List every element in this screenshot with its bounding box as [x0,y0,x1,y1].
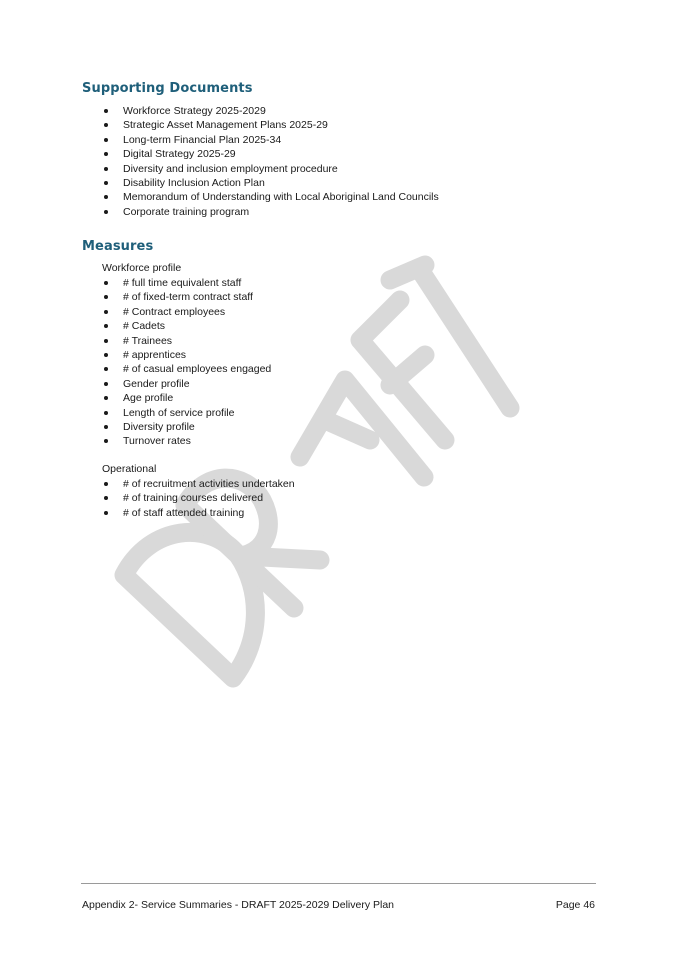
watermark-letter-t [390,265,510,408]
list-item: Memorandum of Understanding with Local Aboriginal Land Councils [102,190,439,204]
list-item: # of training courses delivered [102,491,295,505]
list-item: Corporate training program [102,205,439,219]
workforce-profile-label: Workforce profile [102,262,182,274]
operational-label: Operational [102,463,157,475]
operational-list [102,477,295,520]
supporting-documents-heading: Supporting Documents [82,81,253,96]
list-item: Length of service profile [102,406,271,420]
supporting-documents-list [102,104,439,219]
list-item: Age profile [102,391,271,405]
list-item: # of casual employees engaged [102,362,271,376]
list-item: # apprentices [102,348,271,362]
list-item: # of recruitment activities undertaken [102,477,295,491]
watermark-letter-d [124,532,255,678]
list-item: Turnover rates [102,434,271,448]
list-item: Long-term Financial Plan 2025-34 [102,133,439,147]
measures-heading: Measures [82,239,154,254]
footer-divider [81,883,596,884]
list-item: # Contract employees [102,305,271,319]
workforce-profile-list [102,276,271,449]
list-item: # Trainees [102,334,271,348]
list-item: Gender profile [102,377,271,391]
watermark-letter-f [360,300,445,440]
footer-document-title: Appendix 2- Service Summaries - DRAFT 2025-2029 Delivery Plan [82,899,395,911]
list-item: Workforce Strategy 2025-2029 [102,104,439,118]
list-item: # Cadets [102,319,271,333]
list-item: # of fixed-term contract staff [102,290,271,304]
list-item: Strategic Asset Management Plans 2025-29 [102,118,439,132]
footer-page-number: Page 46 [555,899,595,911]
list-item: Disability Inclusion Action Plan [102,176,439,190]
list-item: Diversity profile [102,420,271,434]
list-item: Digital Strategy 2025-29 [102,147,439,161]
list-item: Diversity and inclusion employment procedure [102,162,439,176]
watermark-letter-a [300,380,424,477]
list-item: # of staff attended training [102,506,295,520]
list-item: # full time equivalent staff [102,276,271,290]
